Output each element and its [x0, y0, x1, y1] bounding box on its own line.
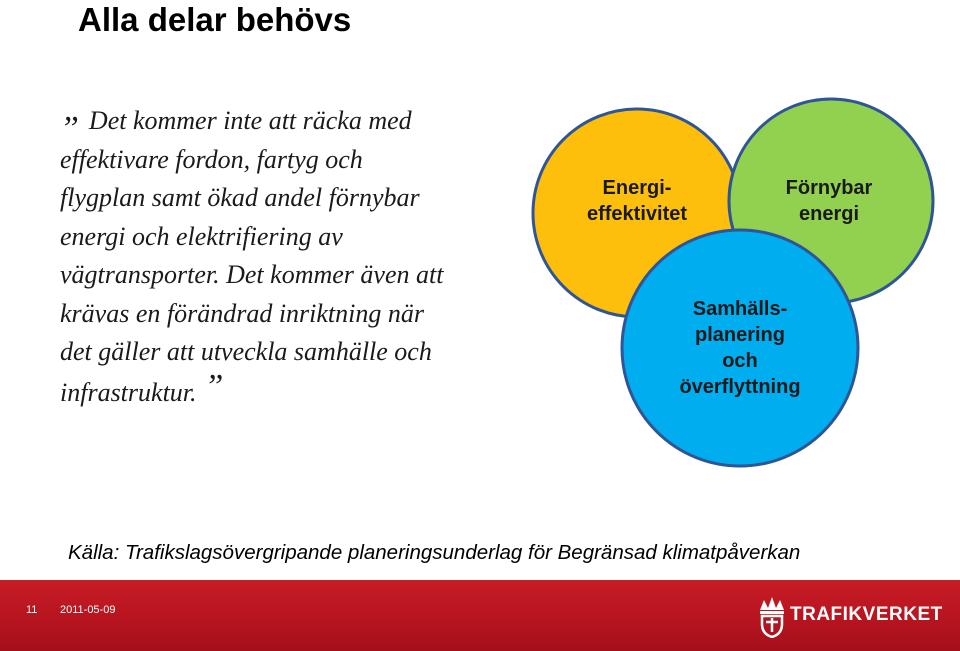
quote-line: effektivare fordon, fartyg och [60, 144, 363, 174]
slide-title: Alla delar behövs [78, 1, 352, 38]
quote-line: infrastruktur. [60, 377, 197, 407]
open-quote-mark: ” [60, 110, 79, 147]
logo-text: TRAFIKVERKET [790, 604, 943, 625]
label-fornybar-energi: Förnybar energi [785, 177, 873, 225]
page-number: 11 [26, 604, 38, 616]
crown-emblem-icon [756, 594, 788, 638]
quote-line: energi och elektrifiering av [60, 221, 343, 251]
venn-diagram [520, 80, 950, 480]
quote-line: Det kommer inte att räcka med [88, 106, 412, 135]
slide-date: 2011-05-09 [60, 604, 116, 616]
venn-circles [520, 80, 950, 480]
label-energieffektivitet: Energi- effektivitet [586, 177, 688, 225]
quote-block [60, 100, 540, 412]
label-samhallsplanering: Samhälls- planering och överflyttning [679, 298, 801, 398]
trafikverket-logo [756, 594, 943, 638]
quote-line: flygplan samt ökad andel förnybar [60, 183, 420, 212]
quote-line: vägtransporter. Det kommer även att [60, 260, 444, 289]
quote-line: det gäller att utveckla samhälle och [60, 337, 432, 366]
source-caption: Källa: Trafikslagsövergripande planeringsunderlag för Begränsad klimatpåverkan [68, 541, 801, 564]
footer-bar [0, 580, 960, 651]
close-quote-mark: ” [204, 367, 224, 405]
quote-line: krävas en förändrad inriktning när [60, 298, 424, 328]
